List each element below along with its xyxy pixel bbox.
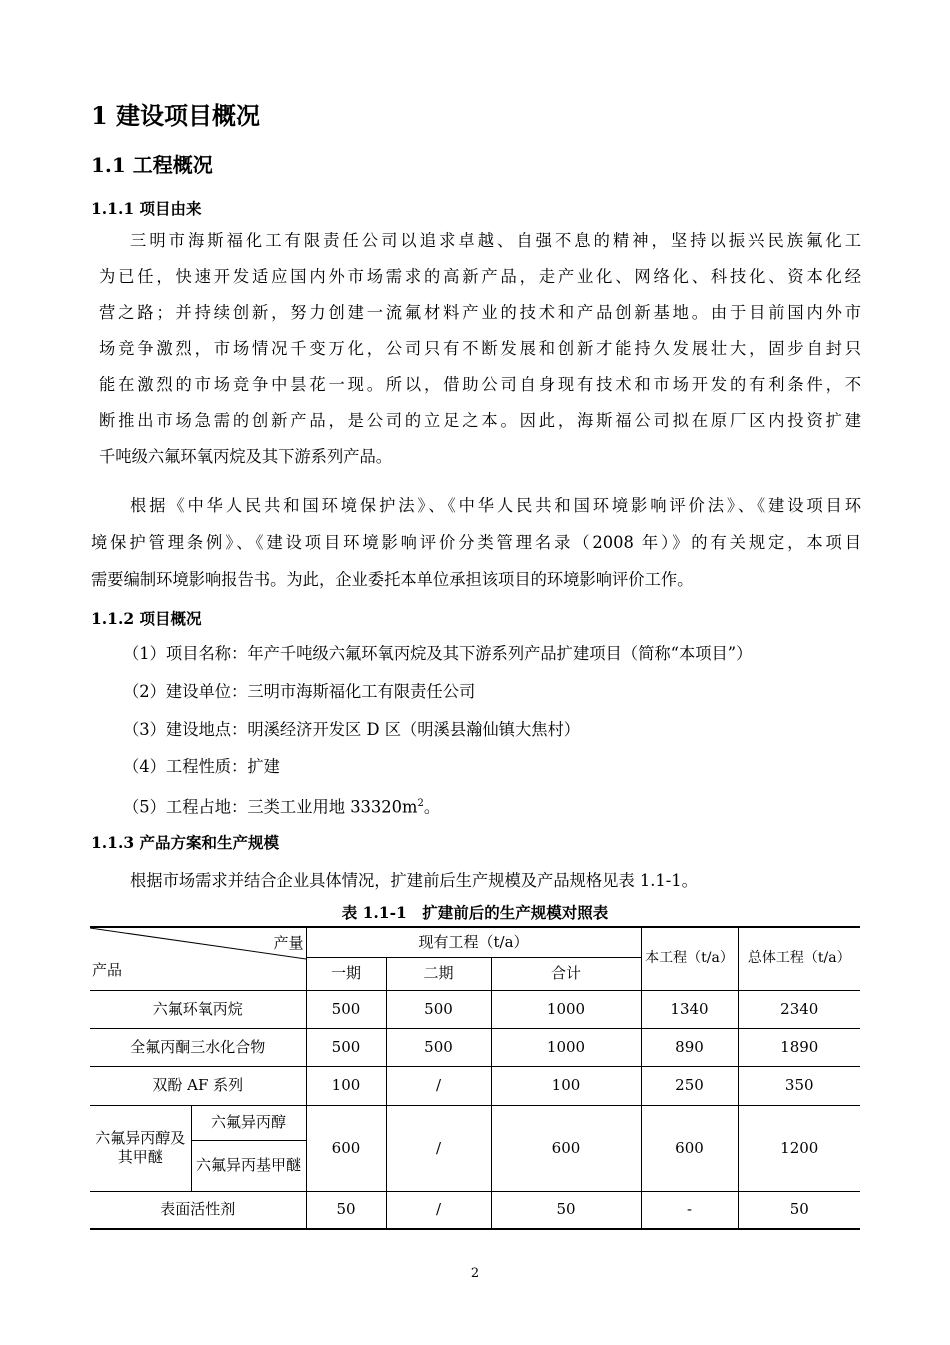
land-end: 。 <box>423 797 441 817</box>
subsection-heading-products: 1.1.3 产品方案和生产规模 <box>91 833 280 852</box>
project-item: （1）项目名称：年产千吨级六氟环氧丙烷及其下游系列产品扩建项目（简称“本项目”） <box>123 644 753 663</box>
paragraph-line: 根据《中华人民共和国环境保护法》、《中华人民共和国环境影响评价法》、《建设项目环 <box>130 496 861 515</box>
project-item: （2）建设单位：三明市海斯福化工有限责任公司 <box>123 682 476 701</box>
paragraph-line: 为已任，快速开发适应国内外市场需求的高新产品，走产业化、网络化、科技化、资本化经 <box>99 267 861 286</box>
cell-subtotal: 600 <box>491 1105 641 1191</box>
cell-total: 2340 <box>738 990 860 1028</box>
land-text: （5）工程占地：三类工业用地 33320m <box>123 797 418 817</box>
group-product-name: 六氟异丙醇及其甲醚 <box>90 1105 191 1191</box>
subsection-heading-origin: 1.1.1 项目由来 <box>91 199 202 218</box>
cell-phase2: 500 <box>386 1028 491 1066</box>
subtotal-header: 合计 <box>491 957 641 990</box>
cell-subtotal: 50 <box>491 1191 641 1229</box>
paragraph-line: 需要编制环境影响报告书。为此，企业委托本单位承担该项目的环境影响评价工作。 <box>91 570 694 589</box>
phase1-header: 一期 <box>306 957 386 990</box>
total-header: 总体工程（t/a） <box>738 927 860 990</box>
cell-total: 350 <box>738 1066 860 1105</box>
product-name: 双酚 AF 系列 <box>90 1066 306 1105</box>
table-header-row <box>90 927 860 957</box>
paragraph-line: 能在激烈的市场竞争中昙花一现。所以，借助公司自身现有技术和市场开发的有利条件，不 <box>99 375 861 394</box>
page-number: 2 <box>470 1266 480 1281</box>
corner-label-product: 产品 <box>92 960 123 979</box>
cell-phase1: 500 <box>306 990 386 1028</box>
production-scale-table <box>90 926 860 1230</box>
subsection-heading-overview: 1.1.2 项目概况 <box>91 609 202 628</box>
paragraph-line: 三明市海斯福化工有限责任公司以追求卓越、自强不息的精神，坚持以振兴民族氟化工 <box>130 231 861 250</box>
superscript: 2 <box>417 798 424 809</box>
cell-this-project: 890 <box>641 1028 738 1066</box>
table-row <box>90 1028 860 1066</box>
cell-subtotal: 100 <box>491 1066 641 1105</box>
table-caption: 表 1.1-1 扩建前后的生产规模对照表 <box>341 903 609 922</box>
paragraph-line: 断推出市场急需的创新产品，是公司的立足之本。因此，海斯福公司拟在原厂区内投资扩建 <box>99 411 861 430</box>
existing-header: 现有工程（t/a） <box>306 927 641 957</box>
section-heading: 1.1 工程概况 <box>91 153 213 177</box>
cell-phase2: / <box>386 1105 491 1191</box>
paragraph-line: 境保护管理条例》、《建设项目环境影响评价分类管理名录（2008 年）》的有关规定，本项目 <box>91 533 861 552</box>
product-name: 表面活性剂 <box>90 1191 306 1229</box>
project-item-land <box>123 793 440 818</box>
project-item: （4）工程性质：扩建 <box>123 757 280 776</box>
cell-phase1: 500 <box>306 1028 386 1066</box>
cell-subtotal: 1000 <box>491 1028 641 1066</box>
cell-total: 1890 <box>738 1028 860 1066</box>
cell-phase1: 600 <box>306 1105 386 1191</box>
product-name: 全氟丙酮三水化合物 <box>90 1028 306 1066</box>
paragraph-line: 营之路；并持续创新，努力创建一流氟材料产业的技术和产品创新基地。由于目前国内外市 <box>99 303 861 322</box>
cell-total: 1200 <box>738 1105 860 1191</box>
this-project-header: 本工程（t/a） <box>641 927 738 990</box>
paragraph-line: 千吨级六氟环氧丙烷及其下游系列产品。 <box>99 447 393 466</box>
project-item: （3）建设地点：明溪经济开发区 D 区（明溪县瀚仙镇大焦村） <box>123 720 581 739</box>
cell-phase1: 50 <box>306 1191 386 1229</box>
table-row <box>90 1066 860 1105</box>
table-row <box>90 990 860 1028</box>
cell-phase2: / <box>386 1191 491 1229</box>
phase2-header: 二期 <box>386 957 491 990</box>
cell-phase2: / <box>386 1066 491 1105</box>
sub-product-name: 六氟异丙醇 <box>191 1105 306 1140</box>
cell-this-project: 600 <box>641 1105 738 1191</box>
cell-phase2: 500 <box>386 990 491 1028</box>
diagonal-header-cell <box>90 927 306 990</box>
table-row-group <box>90 1105 860 1140</box>
cell-this-project: - <box>641 1191 738 1229</box>
cell-this-project: 1340 <box>641 990 738 1028</box>
sub-product-name: 六氟异丙基甲醚 <box>191 1140 306 1191</box>
chapter-heading: 1 建设项目概况 <box>91 101 261 130</box>
product-name: 六氟环氧丙烷 <box>90 990 306 1028</box>
corner-label-quantity: 产量 <box>273 934 304 952</box>
paragraph-line: 场竞争激烈，市场情况千变万化，公司只有不断发展和创新才能持久发展壮大，固步自封只 <box>99 339 861 358</box>
table-row <box>90 1191 860 1229</box>
cell-this-project: 250 <box>641 1066 738 1105</box>
cell-subtotal: 1000 <box>491 990 641 1028</box>
cell-phase1: 100 <box>306 1066 386 1105</box>
paragraph-line: 根据市场需求并结合企业具体情况，扩建前后生产规模及产品规格见表 1.1-1。 <box>130 871 698 890</box>
cell-total: 50 <box>738 1191 860 1229</box>
